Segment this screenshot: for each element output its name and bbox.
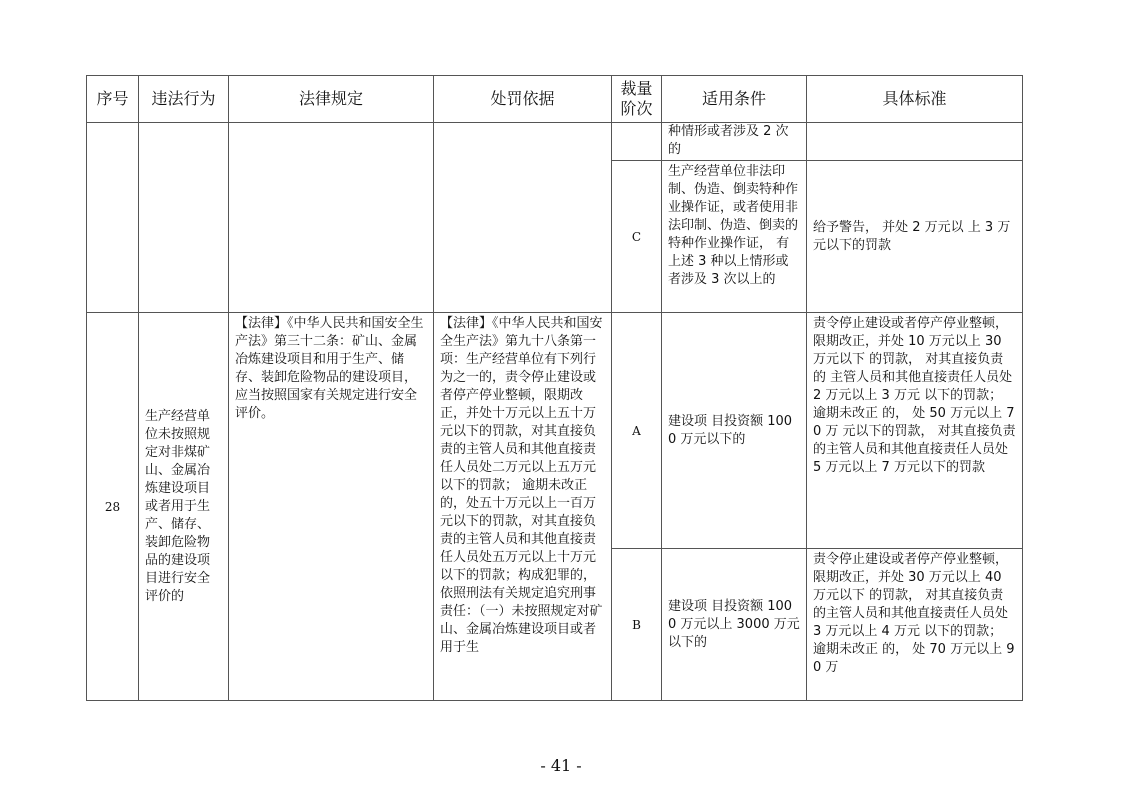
table-row (87, 313, 1023, 549)
table-row (87, 123, 1023, 161)
cell-basis-28: 【法律】《中华人民共和国安全生产法》第九十八条第一项：生产经营单位有下列行为之一的，责令停止建设或者停产停业整顿，限期改正，并处十万元以上五十万元以下的罚款，对其直接负责的主管人员和其他直接责任人员处二万元以上五万元以下的罚款； 逾期未改正的，处五十万元以上一百万元以下的罚款，对其直接负责的主管人员和其他直接责任人员处五万元以上十万元以下的罚款；构成犯罪的，依照刑法有关规定追究刑事责任：（一）未按照规定对矿山、金属冶炼建设项目或者用于生 (434, 313, 612, 701)
header-standard: 具体标准 (807, 76, 1023, 123)
cell-level-prev (612, 123, 662, 161)
header-law: 法律规定 (229, 76, 434, 123)
cell-basis-prev (434, 123, 612, 313)
cell-standard-c: 给予警告， 并处 2 万元以 上 3 万元以下的罚款 (807, 161, 1023, 313)
cell-violation-prev (139, 123, 229, 313)
cell-level-a: A (612, 313, 662, 549)
cell-standard-a: 责令停止建设或者停产停业整顿，限期改正，并处 10 万元以上 30 万元以下 的罚款， 对其直接负责的 主管人员和其他直接责任人员处 2 万元以上 3 万元 以下的罚款； 逾期未改正 的， 处 50 万元以上 70 万 元以下的罚款， 对其直接负责的主管人员和其他直接责任人员处 5 万元以上 7 万元以下的罚款 (807, 313, 1023, 549)
table-header-row (87, 76, 1023, 123)
cell-index-28: 28 (87, 313, 139, 701)
cell-law-28: 【法律】《中华人民共和国安全生产法》第三十二条：矿山、金属冶炼建设项目和用于生产、储存、装卸危险物品的建设项目， 应当按照国家有关规定进行安全评价。 (229, 313, 434, 701)
penalty-standard-table (86, 75, 1023, 701)
cell-condition-prev: 种情形或者涉及 2 次的 (662, 123, 807, 161)
cell-condition-c: 生产经营单位非法印制、伪造、倒卖特种作业操作证，或者使用非法印制、伪造、倒卖的特种作业操作证， 有上述 3 种以上情形或者涉及 3 次以上的 (662, 161, 807, 313)
cell-violation-28: 生产经营单位未按照规定对非煤矿山、金属冶炼建设项目或者用于生产、储存、装卸危险物品的建设项目进行安全评价的 (139, 313, 229, 701)
cell-index-prev (87, 123, 139, 313)
cell-level-c: C (612, 161, 662, 313)
header-violation: 违法行为 (139, 76, 229, 123)
cell-condition-a: 建设项 目投资额 1000 万元以下的 (662, 313, 807, 549)
header-level: 裁量阶次 (612, 76, 662, 123)
cell-standard-prev (807, 123, 1023, 161)
cell-law-prev (229, 123, 434, 313)
cell-condition-b: 建设项 目投资额 1000 万元以上 3000 万元以下的 (662, 549, 807, 701)
page-number: - 41 - (540, 756, 582, 775)
cell-standard-b: 责令停止建设或者停产停业整顿，限期改正，并处 30 万元以上 40 万元以下 的罚款， 对其直接负责的主管人员和其他直接责任人员处 3 万元以上 4 万元 以下的罚款； 逾期未改正 的， 处 70 万元以上 90 万 (807, 549, 1023, 701)
header-basis: 处罚依据 (434, 76, 612, 123)
header-index: 序号 (87, 76, 139, 123)
cell-level-b: B (612, 549, 662, 701)
header-condition: 适用条件 (662, 76, 807, 123)
